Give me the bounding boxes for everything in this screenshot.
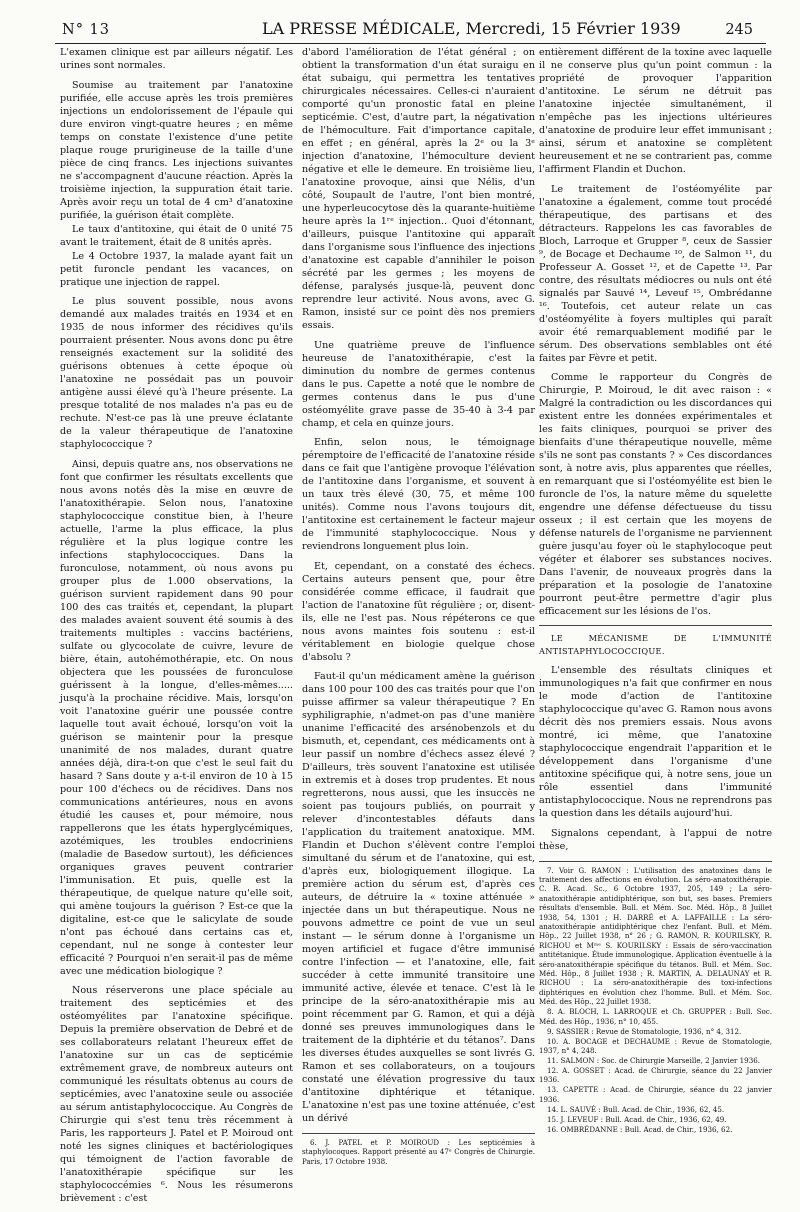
paragraph: Le traitement de l'ostéomyélite par l'anatoxine a également, comme tout procédé thérapeutique, des partisans et des détracteurs. Rappelons les cas favorables de Bloch, Larroque et Grupper ⁸, ceux de Sassier ⁹, de Bocage et Dechaume ¹⁰, de Salmon ¹¹, du Professeur A. Gosset ¹², et de Capette ¹³. Par contre, des résultats médiocres ou nuls ont été signalés par Sauvé ¹⁴, Leveuf ¹⁵, Ombrédanne ¹⁶. Toutefois, cet auteur relate un cas d'ostéomyélite à foyers multiples qui paraît avoir été remarquablement modifié par le sérum. Des observations semblables ont été faites par Fèvre et petit. [539,183,772,364]
footnote: 12. A. GOSSET : Acad. de Chirurgie, séance du 22 Janvier 1936. [539,1066,772,1085]
footnote-rule [539,861,772,862]
column-3 [539,46,772,1135]
paragraph: Faut-il qu'un médicament amène la guérison dans 100 pour 100 des cas traités pour que l'on puisse affirmer sa valeur thérapeutique ? En syphiligraphie, n'admet-on pas d'une manière unanime l'efficacité des arsénobenzols et du bismuth, et, cependant, ces médicaments ont à leur passif un nombre d'échecs assez élevé ? D'ailleurs, très souvent l'anatoxine est utilisée in extremis et à doses trop prudentes. Et nous regretterons, nous aussi, que les insuccès ne soient pas toujours publiés, on pourrait y relever d'incontestables défauts dans l'application du traitement anatoxique. MM. Flandin et Duchon s'élèvent contre l'emploi simultané du sérum et de l'anatoxine, qui est, d'après eux, biologiquement illogique. La première action du sérum est, d'après ces auteurs, de détruire la « toxine atténuée » injectée dans un but thérapeutique. Nous ne pouvons admettre ce point de vue un seul instant — le sérum donne à l'organisme un moyen artificiel et fugace d'être immunisé contre l'infection — et l'anatoxine, elle, fait succéder à cette immunité transitoire une immunité active, élevée et tenace. C'est là le principe de la séro-anatoxithérapie mis au point récemment par G. Ramon, et qui a déjà donné ses preuves immunologiques dans le traitement de la diphtérie et du tétanos⁷. Dans les diverses études auxquelles se sont livrés G. Ramon et ses collaborateurs, on a toujours constaté une élévation progressive du taux d'antitoxine diphtérique et tétanique. L'anatoxine n'est pas une toxine atténuée, c'est un dérivé [302,671,535,1124]
footnote: 7. Voir G. RAMON : L'utilisation des anatoxines dans le traitement des affections en évolution. La séro-anatoxithérapie. C. R. Acad. Sc., 6 Octobre 1937, 205, 149 ; La séro-anatoxithérapie antidiphtérique, son but, ses bases. Premiers résultats d'ensemble. Bull. et Mém. Soc. Méd. Hôp., 8 Juillet 1938, 54, 1301 ; H. DARRÉ et A. LAFFAILLE : La séro-anatoxithérapie antidiphtérique chez l'enfant. Bull. et Mém. Hôp., 22 Juillet 1938, n° 26 ; G. RAMON, R. KOURILSKY, R. RICHOU et Mᵐᵉ S. KOURILSKY : Essais de séro-vaccination antitétanique. Étude immunologique. Application éventuelle à la séro-anatoxithérapie spécifique du tétanos. Bull. et Mém. Soc. Méd. Hôp., 8 Juillet 1938 ; R. MARTIN, A. DELAUNAY et R. RICHOU : La séro-anatoxithérapie des toxi-infections diphtériques en évolution chez l'homme. Bull. et Mém. Soc. Méd. des Hôp., 22 Juillet 1938. [539,865,772,1007]
footnote: 6. J. PATEL et P. MOIROUD : Les septicémies à staphylocoques. Rapport présenté au 47ᵉ Congrès de Chirurgie. Paris, 17 Octobre 1938. [302,1138,535,1166]
paragraph: Une quatrième preuve de l'influence heureuse de l'anatoxithérapie, c'est la diminution du nombre de germes contenus dans le pus. Capette a noté que le nombre de germes contenus dans le pus d'une ostéomyélite grave passe de 35-40 à 3-4 par champ, et cela en quinze jours. [302,339,535,429]
paragraph: Comme le rapporteur du Congrès de Chirurgie, P. Moiroud, le dit avec raison : « Malgré la contradiction ou les discordances qui existent entre les données expérimentales et les faits cliniques, pourquoi se priver des bienfaits d'une thérapeutique nouvelle, même s'ils ne sont pas constants ? » Ces discordances sont, à notre avis, plus apparentes que réelles, en remarquant que si l'ostéomyélite est bien le furoncle de l'os, la nature même du squelette engendre une défense défectueuse du tissu osseux ; il est certain que les moyens de défense naturels de l'organisme ne parviennent guère jusqu'au foyer où le staphylocoque peut végéter et élaborer ses substances nocives. Dans l'avenir, de nouveaux progrès dans la préparation et la posologie de l'anatoxine pourront peut-être permettre d'agir plus efficacement sur les lésions de l'os. [539,372,772,617]
paragraph: Enfin, selon nous, le témoignage péremptoire de l'efficacité de l'anatoxine réside dans ce fait que l'antigène provoque l'élévation de l'antitoxine dans l'organisme, et souvent à un taux très élevé (30, 75, et même 100 unités). Comme nous l'avons toujours dit, l'antitoxine est certainement le facteur majeur de l'immunité staphylococcique. Nous y reviendrons longuement plus loin. [302,437,535,552]
paragraph: L'examen clinique est par ailleurs négatif. Les urines sont normales. [60,47,293,71]
footnote: 8. A. BLOCH, L. LARROQUE et Ch. GRUPPER : Bull. Soc. Méd. des Hôp., 1936, n° 10, 455. [539,1007,772,1026]
paragraph: d'abord l'amélioration de l'état général ; on obtient la transformation d'un état suraigu en état subaigu, qui permettra les tentatives chirurgicales nécessaires. Celles-ci n'auraient comporté qu'un pronostic fatal en pleine septicémie. C'est, d'autre part, la négativation de l'hémoculture. Fait d'importance capitale, en effet ; en général, après la 2ᵉ ou la 3ᵉ injection d'anatoxine, l'hémoculture devient négative et elle le demeure. En troisième lieu, l'anatoxine provoque, ainsi que Nélis, d'un côté, Soupault de l'autre, l'ont bien montré, une hyperleucocytose dès la quarante-huitième heure après la 1ʳᵉ injection.. Quoi d'étonnant, d'ailleurs, puisque l'antitoxine qui apparaît dans l'organisme sous l'influence des injections d'anatoxine est capable d'annihiler le poison sécrété par les germes ; les moyens de défense, paralysés jusque-là, peuvent donc reprendre leur activité. Nous avons, avec G. Ramon, insisté sur ce point dès nos premiers essais. [302,47,535,331]
footnote: 14. L. SAUVÉ : Bull. Acad. de Chir., 1936, 62, 45. [547,1104,725,1114]
paragraph: Signalons cependant, à l'appui de notre thèse, [539,827,772,852]
footnote: 16. OMBRÉDANNE : Bull. Acad. de Chir., 1936, 62. [547,1124,733,1134]
footnote-rule [302,1133,535,1134]
section-heading: LE MÉCANISME DE L'IMMUNITÉ ANTISTAPHYLOCOCCIQUE. [539,625,772,658]
paragraph: L'ensemble des résultats cliniques et immunologiques n'a fait que confirmer en nous le mode d'action de l'antitoxine staphylococcique qu'avec G. Ramon nous avons décrit dès nos premiers essais. Nous avons montré, ici même, que l'anatoxine staphylococcique engendrait l'apparition et le développement dans l'organisme d'une antitoxine spécifique qui, à notre sens, joue un rôle essentiel dans l'immunité antistaphylococcique. Nous ne reprendrons pas la question dans les détails aujourd'hui. [539,665,772,819]
column-1 [60,46,293,1212]
footnote: 9. SASSIER : Revue de Stomatologie, 1936, n° 4, 312. [547,1026,742,1036]
page-header [30,14,770,44]
paragraph: Le 4 Octobre 1937, la malade ayant fait un petit furoncle pendant les vacances, on pratique une injection de rappel. [60,250,293,288]
paragraph: Et, cependant, on a constaté des échecs. Certains auteurs pensent que, pour être considérée comme efficace, il faudrait que l'action de l'anatoxine fût régulière ; or, disent-ils, elle ne l'est pas. Nous répéterons ce que nous avons maintes fois soutenu : est-il véritablement en biologie quelque chose d'absolu ? [302,560,535,663]
paragraph: Nous réserverons une place spéciale au traitement des septicémies et des ostéomyélites par l'anatoxine spécifique. Depuis la première observation de Debré et de ses collaborateurs relatant l'heureux effet de l'anatoxine sur un cas de septicémie extrêmement grave, de nombreux auteurs ont communiqué les résultats obtenus au cours de septicémies, avec l'anatoxine seule ou associée au sérum antistaphylococcique. Au Congrès de Chirurgie qui s'est tenu très récemment à Paris, les rapporteurs J. Patel et P. Moiroud ont noté les signes cliniques et bactériologiques qui témoignent de l'action favorable de l'anatoxithérapie spécifique sur les staphylococcémies ⁶. Nous les résumerons brièvement : c'est [60,985,293,1204]
paragraph: Le plus souvent possible, nous avons demandé aux malades traités en 1934 et en 1935 de nous informer des récidives qu'ils pourraient présenter. Nous avons donc pu être renseignés exactement sur la solidité des guérisons obtenues à cette époque où l'anatoxine ne possédait pas un pouvoir antigène aussi élevé qu'à l'heure présente. La presque totalité de nos malades n'a pas eu de rechute. N'est-ce pas là une preuve éclatante de la valeur thérapeutique de l'anatoxine staphylococcique ? [60,296,293,450]
page-number: 245 [725,22,753,38]
footnote: 11. SALMON : Soc. de Chirurgie Marseille, 2 Janvier 1936. [547,1056,760,1065]
header-rule [55,43,766,44]
footnote: 15. J. LEVEUF : Bull. Acad. de Chir., 1936, 62, 49. [547,1114,727,1124]
paragraph: Le taux d'antitoxine, qui était de 0 unité 75 avant le traitement, était de 8 unités après. [60,223,293,248]
footnote: 10. A. BOCAGE et DECHAUME : Revue de Stomatologie, 1937, n° 4, 248. [539,1036,772,1055]
column-2 [302,46,535,1167]
paragraph: Soumise au traitement par l'anatoxine purifiée, elle accuse après les trois premières injections un endolorissement de l'épaule qui dure environ vingt-quatre heures ; en même temps on constate l'existence d'une petite plaque rouge prurigineuse de la taille d'une pièce de cinq francs. Les injections suivantes ne s'accompagnent d'aucune réaction. Après la troisième injection, la suppuration était tarie. Après avoir reçu un total de 4 cm³ d'anatoxine purifiée, la guérison était complète. [60,79,293,221]
paragraph: entièrement différent de la toxine avec laquelle il ne conserve plus qu'un point commun : la propriété de provoquer l'apparition d'antitoxine. Le sérum ne détruit pas l'anatoxine injectée simultanément, il n'empêche pas les injections ultérieures d'anatoxine de produire leur effet immunisant ; ainsi, sérum et anatoxine se complètent heureusement et ne se contrarient pas, comme l'affirment Flandin et Duchon. [539,47,772,175]
issue-number: N° 13 [62,22,110,38]
footnote: 13. CAPETTE : Acad. de Chirurgie, séance du 22 janvier 1936. [539,1085,772,1104]
journal-title-date: LA PRESSE MÉDICALE, Mercredi, 15 Février 1939 [262,19,681,38]
paragraph: Ainsi, depuis quatre ans, nos observations ne font que confirmer les résultats excellents que nous avons notés dès la mise en œuvre de l'anatoxithérapie. Selon nous, l'anatoxine staphylococcique constitue bien, à l'heure actuelle, l'arme la plus efficace, la plus régulière et la plus logique contre les infections staphylococciques. Dans la furonculose, notamment, où nous avons pu grouper plus de 1.000 observations, la guérison survient rapidement dans 90 pour 100 des cas traités et, cependant, la plupart des malades avaient souvent été soumis à des traitements multiples : vaccins bactériens, sulfate ou glycocolate de cuivre, levure de bière, étain, autohémothérapie, etc. On nous objectera que les poussées de furonculose guérissent à la longue, d'elles-mêmes..... jusqu'à la prochaine récidive. Mais, lorsqu'on voit l'anatoxine guérir une poussée contre laquelle tout avait échoué, lorsqu'on voit la guérison se maintenir pour la presque unanimité de nos malades, durant quatre années déjà, dira-t-on que c'est le seul fait du hasard ? Sans doute y a-t-il environ de 10 à 15 pour 100 d'échecs ou de récidives. Dans nos communications antérieures, nous en avons étudié les causes et, pour mémoire, nous rappellerons que les états hyperglycémiques, azotémiques, les troubles endocriniens (maladie de Basedow surtout), les déficiences organiques graves peuvent contrarier l'immunisation. Et puis, quelle est la thérapeutique, de quelque nature qu'elle soit, qui amène toujours la guérison ? Est-ce que la digitaline, est-ce que le salicylate de soude n'ont pas échoué dans certains cas et, cependant, nul ne songe à contester leur efficacité ? Pourquoi n'en serait-il pas de même avec une médication biologique ? [60,458,293,977]
